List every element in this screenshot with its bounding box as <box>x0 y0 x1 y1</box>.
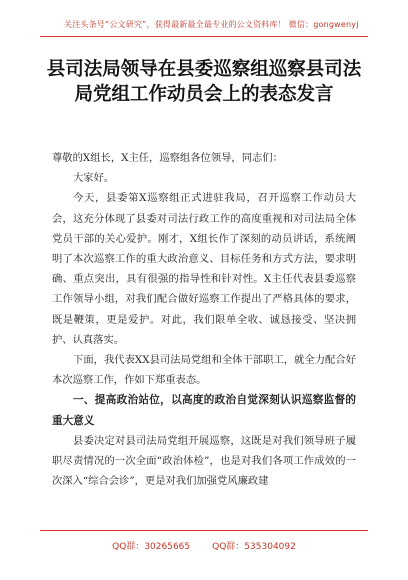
body-paragraph: 尊敬的X组长，X主任，巡察组各位领导，同志们： <box>52 152 283 164</box>
footer-qq-group-2: QQ群：535304092 <box>212 542 296 552</box>
section-heading: 一、提高政治站位，以高度的政治自觉深刻认识巡察监督的重大意义 <box>52 394 356 427</box>
page-footer <box>0 530 408 560</box>
footer-contacts <box>0 539 408 552</box>
header-banner: 关注头条号“公文研究”，获得最新最全最专业的公文资料库！ 微信：gongwenyj <box>64 20 359 29</box>
body-paragraph: 下面，我代表XX县司法局党组和全体干部职工，就全力配合好本次巡察工作，作如下郑重表态。 <box>52 354 356 387</box>
header-divider <box>40 36 368 37</box>
body-paragraph: 县委决定对县司法局党组开展巡察，这既是对我们领导班子履职尽责情况的一次全面“政治体检”，也是对我们各项工作成效的一次深入“综合会诊”，更是对我们加强党风廉政建 <box>52 434 356 488</box>
page-header <box>0 0 408 52</box>
footer-qq-group-1: QQ群：30265665 <box>112 542 191 552</box>
body-paragraph: 大家好。 <box>73 172 115 185</box>
body-paragraph: 今天，县委第X巡察组正式进驻我局，召开巡察工作动员大会，这充分体现了县委对司法行政工作的高度重视和对司法局全体党员干部的关心爱护。刚才，X组长作了深刻的动员讲话，系统阐明了本次巡察工作的重大政治意义、目标任务和方式方法，要求明确、重点突出，具有很强的指导性和针对性。X主任代表县委巡察工作领导小组，对我们配合做好巡察工作提出了严格具体的要求，既是鞭策，更是爱护。对此，我们限单全收、诚恳接受、坚决拥护、认真落实。 <box>52 192 356 346</box>
footer-divider <box>40 530 368 531</box>
document-title: 县司法局领导在县委巡察组巡察县司法局党组工作动员会上的表态发言 <box>46 59 362 105</box>
document-body <box>52 148 356 491</box>
